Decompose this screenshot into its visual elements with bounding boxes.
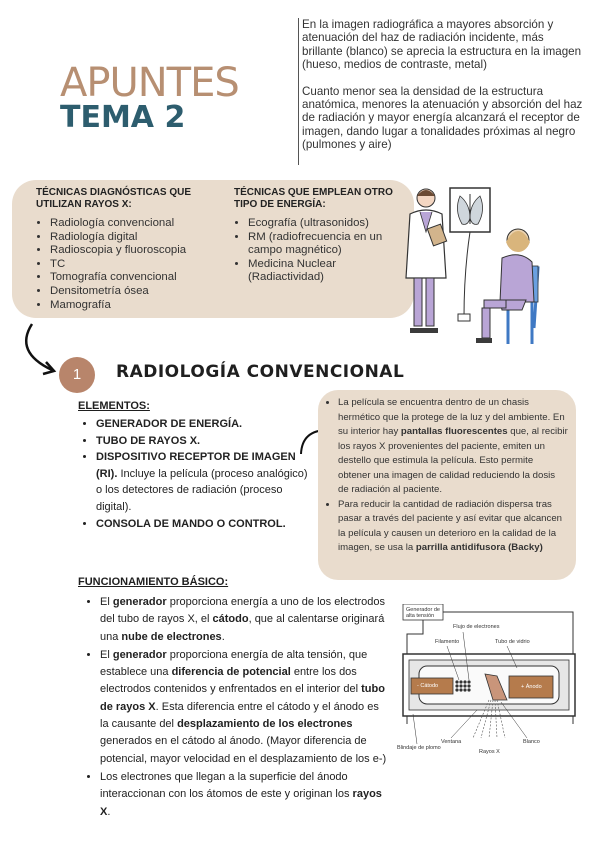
list-item: • Densitometría ósea: [50, 285, 226, 299]
text: entre los dos electrodos contenidos y enfrentados en el interior del: [100, 666, 362, 696]
list-item: • TC: [50, 258, 226, 272]
film-info-list: [318, 396, 576, 556]
info-bold: parrilla antidifusora (Backy): [415, 542, 543, 553]
diagram-label-glass-tube: Tubo de vidrio: [495, 639, 530, 645]
diagram-label-target: Blanco: [523, 739, 540, 745]
text: generados en el cátodo al ánodo. (Mayor diferencia de potencial, mayor velocidad en el desplazamiento de los e-): [100, 735, 387, 765]
diagram-label-filament: Filamento: [435, 639, 460, 645]
elements-section: [78, 400, 313, 532]
elements-list: [78, 416, 313, 532]
bold: rayos X: [100, 788, 382, 818]
element-xray-tube: TUBO DE RAYOS X.: [96, 434, 201, 447]
bold: desplazamiento de los electrones: [177, 718, 353, 731]
list-item: [338, 396, 568, 498]
diagram-label-anode: + Ánodo: [521, 684, 542, 690]
bold: tubo de rayos X: [100, 683, 385, 713]
info-bold: pantallas fluorescentes: [400, 426, 508, 437]
list-item: • Medicina Nuclear (Radiactividad): [248, 258, 404, 285]
doctor-patient-illustration: [398, 182, 558, 357]
film-info-box: [318, 390, 576, 580]
text: El: [100, 648, 113, 661]
info-text: La película se encuentra dentro de un chasis hermético que la protege de la luz y del ambiente. En su interior hay: [338, 397, 565, 437]
page-subtitle: TEMA 2: [60, 100, 186, 135]
diagram-label-electron-flow: Flujo de electrones: [453, 624, 500, 630]
text: .: [221, 630, 225, 643]
functioning-section: [78, 576, 388, 822]
list-item: [96, 449, 313, 515]
functioning-list: [78, 594, 388, 821]
text: , que al calentarse originará una: [100, 613, 385, 643]
list-item: • RM (radiofrecuencia en un campo magnético): [248, 231, 404, 258]
section-number-badge: 1: [59, 357, 95, 393]
element-console: CONSOLA DE MANDO O CONTROL.: [96, 517, 286, 530]
other-techniques: [234, 187, 404, 285]
intro-paragraph-1: En la imagen radiográfica a mayores absorción y atenuación del haz de radiación incidente, más brillante (blanco) se aprecia la estructura en la imagen (hueso, medios de contraste, metal): [302, 18, 582, 72]
list-item: [338, 498, 568, 556]
info-text: que, al recibir los rayos X provenientes del paciente, emiten un destello que estimula la película. Esto permite obtener una imagen de calidad reduciendo la dosis de radiación al paciente.: [338, 426, 568, 495]
list-item: • Mamografía: [50, 299, 226, 313]
plug-icon: [458, 314, 470, 321]
diagram-label-generator: Generador de alta tensión: [406, 607, 440, 619]
curved-arrow-icon: [18, 322, 62, 382]
page-title: APUNTES: [60, 60, 239, 106]
xray-techniques-title: TÉCNICAS DIAGNÓSTICAS QUE UTILIZAN RAYOS X:: [36, 187, 192, 210]
text: Los electrones que llegan a la superficie del ánodo interaccionan con los átomos de este y originan los: [100, 770, 353, 801]
functioning-label: FUNCIONAMIENTO BÁSICO:: [78, 576, 229, 588]
list-item: • Ecografía (ultrasonidos): [248, 217, 404, 231]
bold: diferencia de potencial: [171, 666, 291, 679]
section-title: RADIOLOGÍA CONVENCIONAL: [116, 362, 405, 382]
intro-paragraph-2: Cuanto menor sea la densidad de la estructura anatómica, menores la atenuación y absorción del haz de radiación y mayor energía alcanzará el receptor de imagen, dando lugar a tonalidades próximas al negro (pulmones y aire): [302, 84, 583, 152]
xray-tube-diagram: [397, 604, 579, 756]
diagram-label-xrays: Rayos X: [479, 749, 500, 755]
bold: nube de electrones: [121, 630, 222, 643]
xray-techniques-list: [36, 217, 226, 312]
list-item: [96, 516, 313, 533]
xray-techniques: [36, 187, 226, 312]
bold: cátodo: [212, 613, 249, 626]
element-generator: GENERADOR DE ENERGÍA.: [96, 418, 243, 430]
element-receptor: DISPOSITIVO RECEPTOR DE IMAGEN (RI).: [96, 451, 296, 480]
bold: generador: [112, 648, 167, 661]
list-item: [100, 594, 388, 646]
text: proporciona energía de alta tensión, que establece una: [100, 648, 368, 679]
list-item: [96, 433, 313, 450]
bold: generador: [112, 596, 167, 608]
text: .: [107, 805, 111, 818]
list-item: • Radiología convencional: [50, 217, 226, 231]
list-item: • Radioscopia y fluoroscopia: [50, 244, 226, 258]
list-item: [96, 416, 313, 433]
list-item: [100, 769, 388, 821]
other-techniques-list: [234, 217, 404, 285]
diagram-label-cathode: - Cátodo: [417, 683, 439, 689]
text: El: [100, 596, 113, 608]
element-receptor-desc: Incluye la película (proceso analógico) o los detectores de radiación (proceso digital).: [96, 467, 308, 513]
diagram-label-window: Ventana: [441, 739, 462, 745]
intro-text: [298, 18, 587, 165]
diagram-label-lead-shield: Blindaje de plomo: [397, 745, 441, 751]
list-item: [100, 647, 388, 768]
text: proporciona energía a uno de los electrodos del tubo de rayos X, el: [100, 596, 385, 626]
other-techniques-title: TÉCNICAS QUE EMPLEAN OTRO TIPO DE ENERGÍA:: [234, 187, 393, 210]
elements-label: ELEMENTOS:: [78, 400, 150, 412]
text: . Esta diferencia entre el cátodo y el ánodo es la causante del: [100, 700, 379, 731]
list-item: • Tomografía convencional: [50, 271, 226, 285]
info-text: Para reducir la cantidad de radiación dispersa tras pasar a través del paciente y así evitar que alcancen la película y causen un deterioro en la calidad de la imagen, se usa la: [338, 498, 562, 553]
list-item: • Radiología digital: [50, 231, 226, 245]
